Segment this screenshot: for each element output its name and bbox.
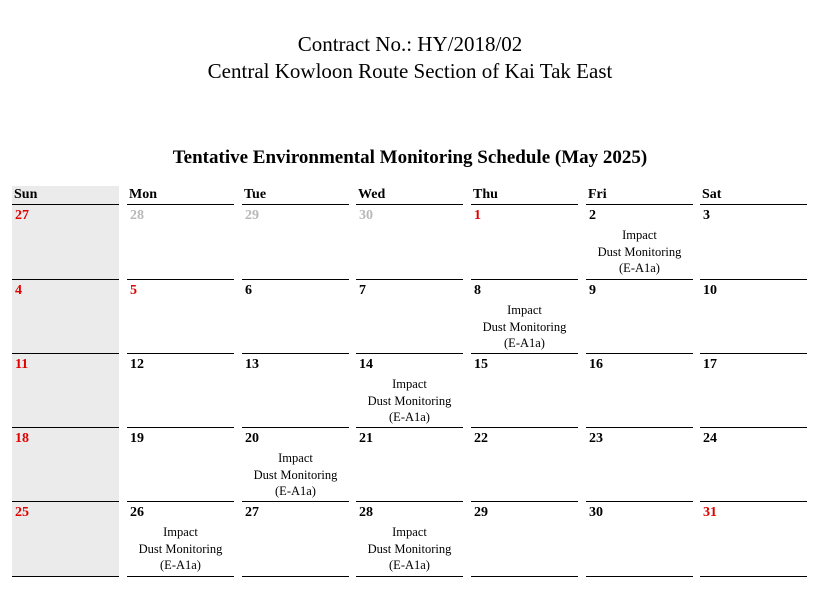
weekday-header-sun: Sun [14,187,38,202]
row-rule [12,279,119,280]
monitoring-event [471,302,578,352]
day-number: 29 [474,505,488,520]
day-number: 18 [15,431,29,446]
day-number: 30 [589,505,603,520]
header-rule [242,204,349,205]
project-name: Central Kowloon Route Section of Kai Tak East [207,59,613,83]
event-line: Impact [507,303,542,317]
weekday-header-wed: Wed [358,187,386,202]
day-number: 22 [474,431,488,446]
day-number: 23 [589,431,603,446]
header-rule [471,204,578,205]
row-rule [127,427,234,428]
header-rule [356,204,463,205]
day-number: 5 [130,283,137,298]
row-rule [127,576,234,577]
row-rule [471,279,578,280]
monitoring-event [127,524,234,574]
row-rule [700,279,807,280]
day-number: 24 [703,431,717,446]
day-number: 1 [474,208,481,223]
row-rule [700,501,807,502]
day-number: 2 [589,208,596,223]
event-line: (E-A1a) [160,558,201,572]
day-number: 6 [245,283,252,298]
day-number: 17 [703,357,717,372]
day-number: 4 [15,283,22,298]
event-line: Dust Monitoring [367,541,452,556]
event-line: Dust Monitoring [253,467,338,482]
header-rule [700,204,807,205]
row-rule [12,501,119,502]
row-rule [242,279,349,280]
day-number: 27 [15,208,29,223]
row-rule [242,576,349,577]
weekday-header-mon: Mon [129,187,157,202]
row-rule [586,427,693,428]
day-number: 13 [245,357,259,372]
row-rule [356,427,463,428]
event-line: Impact [163,525,198,539]
row-rule [586,279,693,280]
row-rule [127,279,234,280]
day-number: 28 [130,208,144,223]
day-number: 20 [245,431,259,446]
day-number: 31 [703,505,717,520]
row-rule [471,353,578,354]
row-rule [12,576,119,577]
day-number: 8 [474,283,481,298]
day-number: 7 [359,283,366,298]
schedule-title: Tentative Environmental Monitoring Schedule (May 2025) [172,147,648,168]
row-rule [242,501,349,502]
row-rule [471,576,578,577]
monitoring-event [356,376,463,426]
monitoring-event [242,450,349,500]
day-number: 26 [130,505,144,520]
header-rule [127,204,234,205]
event-line: (E-A1a) [275,484,316,498]
monitoring-event [356,524,463,574]
event-line: Dust Monitoring [367,393,452,408]
day-number: 10 [703,283,717,298]
day-number: 30 [359,208,373,223]
row-rule [356,353,463,354]
event-line: Dust Monitoring [482,319,567,334]
row-rule [700,576,807,577]
event-line: Impact [392,525,427,539]
weekday-header-tue: Tue [244,187,267,202]
day-number: 9 [589,283,596,298]
event-line: Dust Monitoring [597,244,682,259]
event-line: Impact [278,451,313,465]
day-number: 19 [130,431,144,446]
day-number: 14 [359,357,373,372]
row-rule [242,353,349,354]
day-number: 25 [15,505,29,520]
row-rule [12,353,119,354]
day-number: 12 [130,357,144,372]
row-rule [12,427,119,428]
row-rule [700,353,807,354]
row-rule [356,576,463,577]
event-line: (E-A1a) [504,336,545,350]
row-rule [127,353,234,354]
row-rule [700,427,807,428]
weekday-header-thu: Thu [473,187,498,202]
event-line: Impact [392,377,427,391]
monitoring-event [586,227,693,277]
event-line: (E-A1a) [389,410,430,424]
day-number: 28 [359,505,373,520]
day-number: 11 [15,357,29,372]
weekday-header-sat: Sat [702,187,722,202]
day-number: 15 [474,357,488,372]
event-line: Impact [622,228,657,242]
event-line: (E-A1a) [389,558,430,572]
row-rule [586,501,693,502]
row-rule [356,501,463,502]
row-rule [471,427,578,428]
row-rule [586,353,693,354]
header-rule [586,204,693,205]
day-number: 29 [245,208,259,223]
day-number: 21 [359,431,373,446]
row-rule [127,501,234,502]
day-number: 27 [245,505,259,520]
event-line: Dust Monitoring [138,541,223,556]
row-rule [471,501,578,502]
row-rule [356,279,463,280]
event-line: (E-A1a) [619,261,660,275]
day-number: 3 [703,208,710,223]
row-rule [242,427,349,428]
header-rule [12,204,119,205]
weekday-header-fri: Fri [588,187,607,202]
day-number: 16 [589,357,603,372]
row-rule [586,576,693,577]
contract-number: Contract No.: HY/2018/02 [297,32,523,56]
